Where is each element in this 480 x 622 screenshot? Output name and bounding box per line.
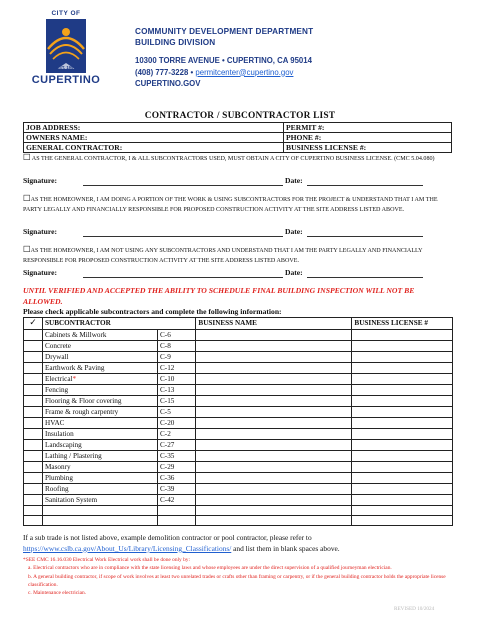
signature-line-2[interactable] (83, 236, 283, 237)
owners-name-field[interactable]: OWNERS NAME: (24, 133, 284, 143)
class-cell: C-29 (158, 462, 196, 473)
row-checkbox[interactable] (24, 407, 43, 418)
class-cell: C-6 (158, 330, 196, 341)
trade-cell[interactable] (43, 516, 158, 526)
row-checkbox[interactable] (24, 352, 43, 363)
footnote-lead: *SEE CMC 16.16.030 Electrical Work Electrical work shall be done only by: (23, 557, 190, 563)
business-license-cell[interactable] (352, 385, 453, 396)
signature-row-2 (23, 227, 453, 238)
trade-name: Cabinets & Millwork (45, 331, 107, 339)
job-info-table (23, 122, 452, 153)
business-name-cell[interactable] (196, 484, 352, 495)
row-checkbox[interactable] (24, 451, 43, 462)
row-checkbox[interactable] (24, 330, 43, 341)
business-name-cell[interactable] (196, 363, 352, 374)
subcontractor-rows (24, 330, 453, 506)
trade-name: Insulation (45, 430, 74, 438)
city-logo (30, 10, 102, 92)
row-checkbox[interactable] (24, 385, 43, 396)
date-line-1[interactable] (307, 185, 423, 186)
table-row (24, 407, 453, 418)
cslb-link[interactable]: https://www.cslb.ca.gov/About_Us/Library/Licensing_Classifications/ (23, 543, 232, 553)
trade-name: Fencing (45, 386, 69, 394)
date-label: Date: (285, 227, 303, 236)
trade-cell (43, 484, 158, 495)
trade-name: Lathing / Plastering (45, 452, 102, 460)
class-cell: C-27 (158, 440, 196, 451)
table-row (24, 363, 453, 374)
subcontractor-table (23, 317, 453, 526)
contact-block (135, 55, 312, 90)
trade-cell (43, 341, 158, 352)
business-name-cell[interactable] (196, 440, 352, 451)
signature-line-1[interactable] (83, 185, 283, 186)
table-row (24, 440, 453, 451)
business-license-cell[interactable] (352, 484, 453, 495)
trade-cell (43, 462, 158, 473)
statement-homeowner-with-subs (23, 194, 453, 215)
trade-name: Plumbing (45, 474, 73, 482)
form-title: CONTRACTOR / SUBCONTRACTOR LIST (144, 111, 336, 121)
row-checkbox[interactable] (24, 418, 43, 429)
trade-name: Earthwork & Paving (45, 364, 105, 372)
business-license-cell[interactable] (352, 506, 453, 516)
note-text-end: and list them in blank spaces above. (231, 543, 340, 553)
table-row (24, 451, 453, 462)
footnote-marker: * (72, 375, 77, 383)
trade-name: Landscaping (45, 441, 82, 449)
trade-name: Flooring & Floor covering (45, 397, 122, 405)
trade-name: Concrete (45, 342, 71, 350)
table-row (24, 352, 453, 363)
class-cell: C-42 (158, 495, 196, 506)
business-name-cell[interactable] (196, 374, 352, 385)
footnote-b: b. A general building contractor, if scope of work involves at least two unrelated trades or crafts other than framing or carpentry, or if the general building contractor holds the appropriate license classification. (28, 573, 446, 588)
trade-name: Electrical (45, 375, 73, 383)
table-row (24, 462, 453, 473)
unlisted-trade-note (23, 533, 453, 554)
business-license-cell[interactable] (352, 396, 453, 407)
phone-email-line (135, 67, 312, 79)
business-name-cell[interactable] (196, 396, 352, 407)
class-cell: C-36 (158, 473, 196, 484)
row-checkbox[interactable] (24, 341, 43, 352)
blank-row (24, 506, 453, 516)
class-cell: C-20 (158, 418, 196, 429)
trade-cell (43, 429, 158, 440)
business-license-cell[interactable] (352, 363, 453, 374)
trade-name: Sanitation System (45, 496, 98, 504)
row-checkbox[interactable] (24, 495, 43, 506)
date-label: Date: (285, 176, 303, 185)
business-license-cell[interactable] (352, 330, 453, 341)
business-license-cell[interactable] (352, 440, 453, 451)
signature-line-3[interactable] (83, 277, 283, 278)
trade-cell (43, 330, 158, 341)
business-name-cell[interactable] (196, 385, 352, 396)
statement-homeowner-no-subs (23, 245, 453, 266)
table-row (24, 385, 453, 396)
trade-cell (43, 440, 158, 451)
phone-number: (408) 777-3228 • (135, 67, 194, 77)
trade-cell (43, 473, 158, 484)
business-name-cell[interactable] (196, 352, 352, 363)
class-cell[interactable] (158, 516, 196, 526)
class-cell: C-12 (158, 363, 196, 374)
business-license-cell[interactable] (352, 473, 453, 484)
row-checkbox[interactable] (24, 506, 43, 516)
revision-date: REVISED 10/2024 (394, 606, 435, 612)
phone-field[interactable]: PHONE #: (284, 133, 452, 143)
class-cell: C-13 (158, 385, 196, 396)
signature-label: Signature: (23, 268, 58, 277)
table-row (24, 473, 453, 484)
trade-cell (43, 418, 158, 429)
row-checkbox[interactable] (24, 374, 43, 385)
table-header-row (24, 318, 453, 330)
business-name-cell[interactable] (196, 451, 352, 462)
column-header-subcontractor: SUBCONTRACTOR (43, 318, 196, 330)
class-cell: C-10 (158, 374, 196, 385)
business-license-cell[interactable] (352, 374, 453, 385)
class-cell: C-15 (158, 396, 196, 407)
business-name-cell[interactable] (196, 418, 352, 429)
business-license-cell[interactable] (352, 341, 453, 352)
class-cell: C-8 (158, 341, 196, 352)
instructions-text: Please check applicable subcontractors and complete the following information: (23, 307, 282, 316)
logo-top-text: CITY OF (51, 10, 81, 17)
table-row (24, 418, 453, 429)
business-name-cell[interactable] (196, 473, 352, 484)
trade-cell (43, 407, 158, 418)
logo-seal-text: EST. 1955 (56, 65, 76, 70)
logo-bottom-text: CUPERTINO (31, 74, 101, 86)
department-heading (135, 26, 313, 48)
business-name-cell[interactable] (196, 516, 352, 526)
column-header-business-license: BUSINESS LICENSE # (352, 318, 453, 330)
trade-cell (43, 385, 158, 396)
row-checkbox[interactable] (24, 363, 43, 374)
table-row (24, 396, 453, 407)
electrical-footnotes (23, 556, 453, 597)
permit-field[interactable]: PERMIT #: (284, 123, 452, 133)
blank-row (24, 516, 453, 526)
statement-2-checkbox[interactable]: ☐ (23, 194, 31, 204)
date-label: Date: (285, 268, 303, 277)
business-name-cell[interactable] (196, 330, 352, 341)
footnote-a: a. Electrical contractors who are in compliance with the state licensing laws and whose employees are under the direct supervision of a qualified journeyman electrician. (28, 565, 392, 572)
row-checkbox[interactable] (24, 473, 43, 484)
class-cell: C-35 (158, 451, 196, 462)
date-line-2[interactable] (307, 236, 423, 237)
row-checkbox[interactable] (24, 440, 43, 451)
date-line-3[interactable] (307, 277, 423, 278)
class-cell: C-9 (158, 352, 196, 363)
trade-name: Frame & rough carpentry (45, 408, 119, 416)
business-license-cell[interactable] (352, 462, 453, 473)
trade-name: Roofing (45, 485, 69, 493)
business-license-cell[interactable] (352, 407, 453, 418)
statement-1-checkbox[interactable]: ☐ (23, 153, 31, 163)
class-cell: C-39 (158, 484, 196, 495)
row-checkbox[interactable] (24, 396, 43, 407)
department-name: COMMUNITY DEVELOPMENT DEPARTMENT (135, 27, 314, 36)
trade-cell (43, 495, 158, 506)
business-name-cell[interactable] (196, 495, 352, 506)
business-name-cell[interactable] (196, 341, 352, 352)
trade-cell (43, 352, 158, 363)
row-checkbox[interactable] (24, 462, 43, 473)
table-row (24, 484, 453, 495)
trade-cell[interactable] (43, 506, 158, 516)
trade-cell (43, 374, 158, 385)
table-row (24, 330, 453, 341)
business-license-cell[interactable] (352, 418, 453, 429)
trade-cell (43, 363, 158, 374)
business-name-cell[interactable] (196, 506, 352, 516)
table-row (24, 341, 453, 352)
row-checkbox[interactable] (24, 484, 43, 495)
row-checkbox[interactable] (24, 429, 43, 440)
website-text: CUPERTINO.GOV (135, 79, 201, 88)
table-row (24, 495, 453, 506)
signature-label: Signature: (23, 176, 58, 185)
general-contractor-field[interactable]: GENERAL CONTRACTOR: (24, 143, 284, 153)
business-name-cell[interactable] (196, 429, 352, 440)
row-checkbox[interactable] (24, 516, 43, 526)
table-row (24, 429, 453, 440)
inspection-warning: UNTIL VERIFIED AND ACCEPTED THE ABILITY TO SCHEDULE FINAL BUILDING INSPECTION WILL NOT BE ALLOWED. (23, 286, 415, 306)
class-cell[interactable] (158, 506, 196, 516)
business-license-cell[interactable] (352, 429, 453, 440)
business-license-field[interactable]: BUSINESS LICENSE #: (284, 143, 452, 153)
signature-label: Signature: (23, 227, 58, 236)
business-license-cell[interactable] (352, 352, 453, 363)
column-header-business-name: BUSINESS NAME (196, 318, 352, 330)
division-name: BUILDING DIVISION (135, 38, 216, 47)
note-text: If a sub trade is not listed above, example demolition contractor or pool contractor, please refer to (23, 533, 312, 542)
statement-3-checkbox[interactable]: ☐ (23, 245, 31, 255)
statement-3-text: AS THE HOMEOWNER, I AM NOT USING ANY SUBCONTRACTORS AND UNDERSTAND THAT I AM THE PARTY LEGALLY AND FINANCIALLY RESPONSIBLE FOR PROPOSED CONSTRUCTION ACTIVITY AT THE SITE ADDRESS LISTED ABOVE. (23, 248, 423, 264)
signature-row-3 (23, 268, 453, 279)
business-license-cell[interactable] (352, 451, 453, 462)
statement-1-text: AS THE GENERAL CONTRACTOR, I & ALL SUBCONTRACTORS USED, MUST OBTAIN A CITY OF CUPERTINO BUSINESS LICENSE. (CMC 5.04.080) (30, 156, 435, 162)
class-cell: C-5 (158, 407, 196, 418)
email-link[interactable]: permitcenter@cupertino.gov (195, 67, 294, 77)
business-license-cell[interactable] (352, 495, 453, 506)
footnote-c: c. Maintenance electrician. (28, 590, 87, 597)
class-cell: C-2 (158, 429, 196, 440)
street-address: 10300 TORRE AVENUE • CUPERTINO, CA 95014 (135, 56, 312, 65)
business-name-cell[interactable] (196, 407, 352, 418)
signature-row-1 (23, 176, 453, 187)
business-license-cell[interactable] (352, 516, 453, 526)
trade-cell (43, 396, 158, 407)
trade-name: HVAC (45, 419, 65, 427)
check-mark-icon: ✓ (24, 318, 43, 330)
statement-2-text: AS THE HOMEOWNER, I AM DOING A PORTION OF THE WORK & USING SUBCONTRACTORS FOR THE PROJECT & UNDERSTAND THAT I AM THE PARTY LEGALLY AND FINANCIALLY RESPONSIBLE FOR PROPOSED CONSTRUCTION ACTIVITY AT THE SITE ADDRESS LISTED ABOVE. (23, 197, 438, 213)
business-name-cell[interactable] (196, 462, 352, 473)
table-row (24, 374, 453, 385)
job-address-field[interactable]: JOB ADDRESS: (24, 123, 284, 133)
trade-cell (43, 451, 158, 462)
trade-name: Masonry (45, 463, 71, 471)
statement-general-contractor (23, 153, 453, 164)
trade-name: Drywall (45, 353, 69, 361)
